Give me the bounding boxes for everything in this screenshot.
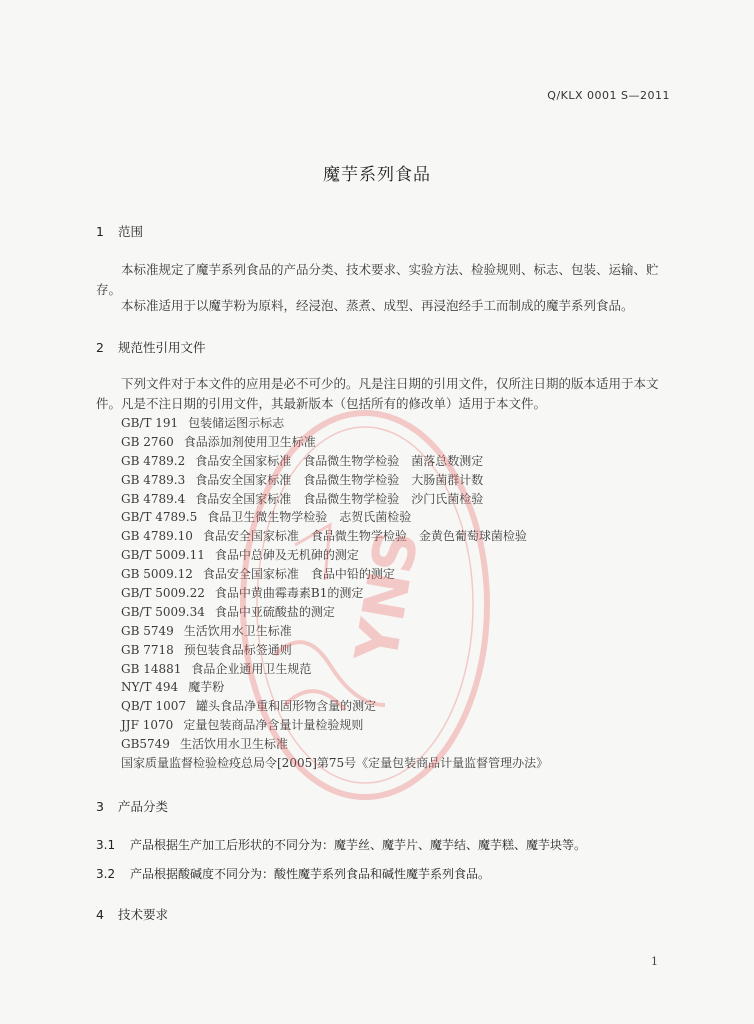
clause-number: 3.1 xyxy=(96,838,116,852)
reference-title: 食品企业通用卫生规范 xyxy=(191,661,312,676)
section-number: 4 xyxy=(96,907,104,922)
section-2-heading xyxy=(96,338,206,356)
reference-title: 食品安全国家标准 食品微生物学检验 大肠菌群计数 xyxy=(195,472,484,487)
reference-list xyxy=(121,414,548,773)
list-item xyxy=(121,716,548,735)
clause-text: 产品根据酸碱度不同分为：酸性魔芋系列食品和碱性魔芋系列食品。 xyxy=(130,867,491,881)
reference-title: 食品安全国家标准 食品微生物学检验 金黄色葡萄球菌检验 xyxy=(202,529,527,544)
reference-code: GB 5749 xyxy=(121,623,174,638)
reference-code: GB/T 4789.5 xyxy=(121,510,198,525)
reference-title: 生活饮用水卫生标准 xyxy=(183,623,292,638)
list-item xyxy=(121,641,548,660)
reference-title: 食品中黄曲霉毒素B1的测定 xyxy=(214,586,364,601)
reference-code: NY/T 494 xyxy=(121,680,179,695)
reference-title: 食品安全国家标准 食品中铅的测定 xyxy=(202,567,395,582)
reference-code: GB 4789.10 xyxy=(121,529,193,544)
list-item xyxy=(121,527,548,546)
list-item xyxy=(121,433,548,452)
section-title: 范围 xyxy=(118,224,144,239)
reference-code: QB/T 1007 xyxy=(121,699,187,714)
reference-title: 包装储运图示标志 xyxy=(188,416,285,430)
list-item xyxy=(121,452,548,471)
reference-title: 食品添加剂使用卫生标准 xyxy=(183,434,316,449)
list-item xyxy=(121,754,548,773)
section-number: 3 xyxy=(96,799,104,814)
document-title: 魔芋系列食品 xyxy=(323,165,431,185)
reference-code: GB/T 5009.11 xyxy=(121,548,205,563)
reference-code: GB5749 xyxy=(121,737,170,752)
list-item xyxy=(121,735,548,754)
list-item xyxy=(121,414,548,433)
reference-code: GB 4789.3 xyxy=(121,472,186,487)
section-1-heading xyxy=(96,222,143,240)
reference-code: GB 14881 xyxy=(121,661,182,676)
section-number: 1 xyxy=(96,224,104,239)
list-item xyxy=(121,508,548,527)
reference-title: 罐头食品净重和固形物含量的测定 xyxy=(196,699,377,714)
clause-3-2 xyxy=(96,865,490,882)
list-item xyxy=(121,565,548,584)
page-number: 1 xyxy=(651,955,658,968)
section-number: 2 xyxy=(96,340,104,355)
scope-paragraph-1: 本标准规定了魔芋系列食品的产品分类、技术要求、实验方法、检验规则、标志、包装、运输、贮存。 xyxy=(96,262,659,297)
reference-code: GB 2760 xyxy=(121,434,174,449)
clause-text: 产品根据生产加工后形状的不同分为：魔芋丝、魔芋片、魔芋结、魔芋糕、魔芋块等。 xyxy=(130,838,587,852)
reference-title: 魔芋粉 xyxy=(188,680,225,695)
section-title: 产品分类 xyxy=(118,799,169,814)
reference-title: 定量包装商品净含量计量检验规则 xyxy=(183,718,364,733)
list-item xyxy=(121,622,548,641)
reference-code: GB/T 5009.34 xyxy=(121,604,205,619)
list-item xyxy=(121,697,548,716)
seal-lettering: YNS xyxy=(341,525,432,668)
clause-number: 3.2 xyxy=(96,867,116,881)
reference-title: 食品中总砷及无机砷的测定 xyxy=(214,548,359,563)
list-item xyxy=(121,584,548,603)
list-item xyxy=(121,678,548,697)
list-item xyxy=(121,660,548,679)
scope-paragraph-2: 本标准适用于以魔芋粉为原料，经浸泡、蒸煮、成型、再浸泡经手工而制成的魔芋系列食品。 xyxy=(121,298,634,313)
reference-title: 预包装食品标签通则 xyxy=(183,642,292,657)
reference-title: 食品卫生微生物学检验 志贺氏菌检验 xyxy=(207,510,412,525)
section-title: 技术要求 xyxy=(118,907,169,922)
reference-code: GB/T 191 xyxy=(121,416,179,430)
clause-3-1 xyxy=(96,836,586,853)
references-intro: 下列文件对于本文件的应用是必不可少的。凡是注日期的引用文件，仅所注日期的版本适用于本文件。凡是不注日期的引用文件，其最新版本（包括所有的修改单）适用于本文件。 xyxy=(96,376,659,411)
section-4-heading xyxy=(96,905,168,923)
reference-code: GB 7718 xyxy=(121,642,174,657)
reference-title: 食品中亚硫酸盐的测定 xyxy=(214,604,335,619)
reference-code: JJF 1070 xyxy=(121,718,174,733)
list-item xyxy=(121,471,548,490)
list-item xyxy=(121,490,548,509)
reference-title: 生活饮用水卫生标准 xyxy=(179,737,288,752)
reference-code: GB/T 5009.22 xyxy=(121,586,205,601)
reference-code: GB 4789.4 xyxy=(121,491,186,506)
reference-code: GB 4789.2 xyxy=(121,453,186,468)
reference-title: 食品安全国家标准 食品微生物学检验 沙门氏菌检验 xyxy=(195,491,484,506)
list-item xyxy=(121,603,548,622)
document-code: Q/KLX 0001 S—2011 xyxy=(547,89,670,102)
section-title: 规范性引用文件 xyxy=(118,340,206,355)
list-item xyxy=(121,546,548,565)
reference-title: 食品安全国家标准 食品微生物学检验 菌落总数测定 xyxy=(195,453,484,468)
reference-title: 国家质量监督检验检疫总局令[2005]第75号《定量包装商品计量监督管理办法》 xyxy=(121,756,549,771)
section-3-heading xyxy=(96,797,168,815)
reference-code: GB 5009.12 xyxy=(121,567,193,582)
